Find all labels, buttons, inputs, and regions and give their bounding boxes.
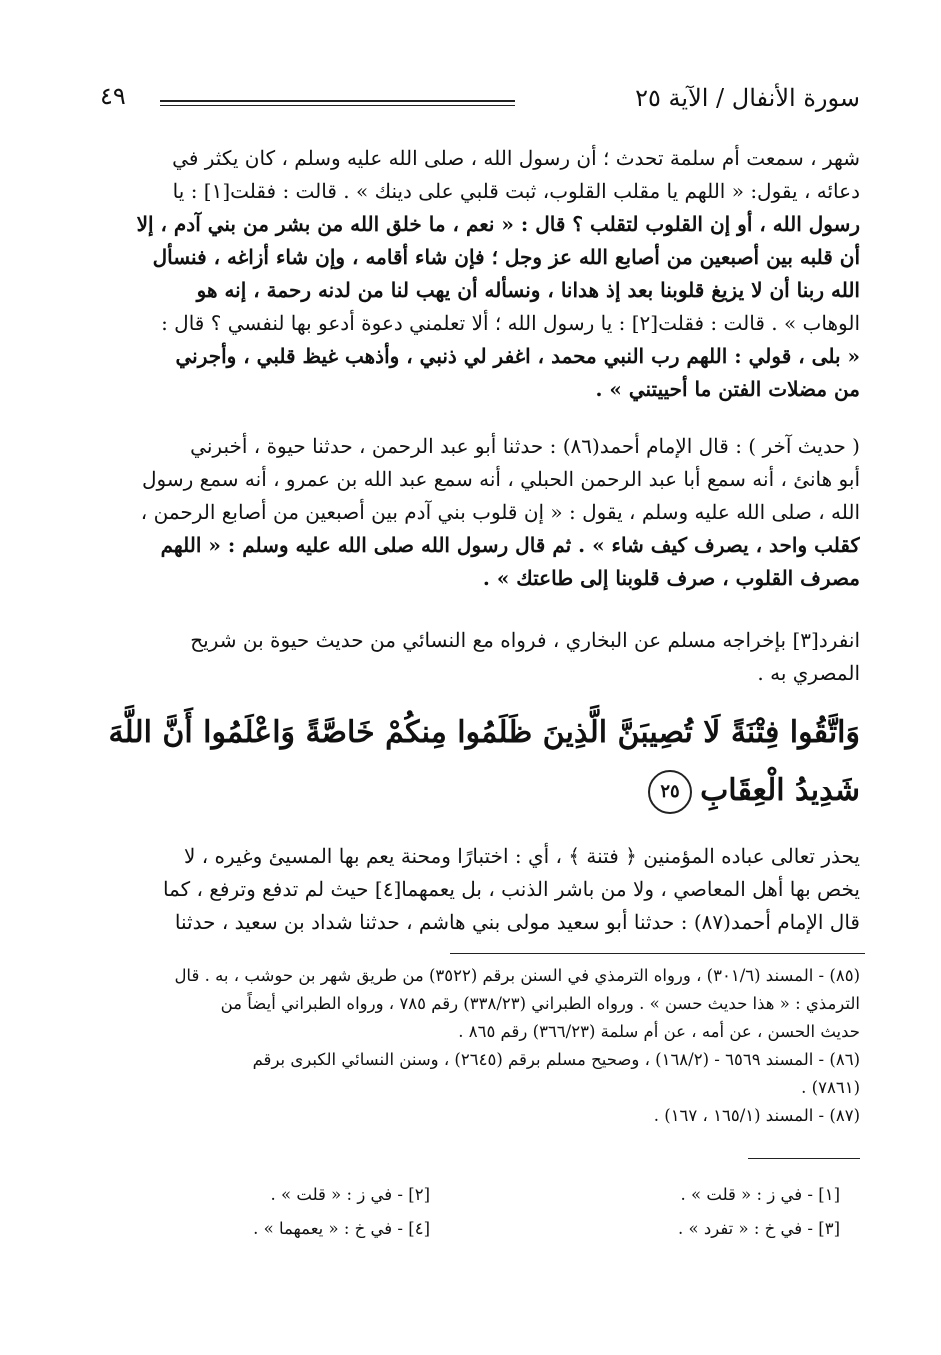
footnote-divider xyxy=(450,953,865,954)
text-line: انفرد[٣] بإخراجه مسلم عن البخاري ، فرواه مع النسائي من حديث حيوة بن شريح xyxy=(190,628,860,652)
running-title: سورة الأنفال / الآية ٢٥ xyxy=(635,84,860,112)
text-line: الوهاب » . قالت : فقلت[٢] : يا رسول الله ؛ ألا تعلمني دعوة أدعو بها لنفسي ؟ قال : xyxy=(161,311,860,335)
verse-line xyxy=(100,762,860,820)
text-line: أبو هانئ ، أنه سمع أبا عبد الرحمن الحبلي ، أنه سمع عبد الله بن عمرو ، أنه سمع رسول xyxy=(141,467,860,491)
quran-verse xyxy=(100,704,860,820)
page-header xyxy=(100,78,860,122)
verse-line: وَاتَّقُوا فِتْنَةً لَا تُصِيبَنَّ الَّذِينَ ظَلَمُوا مِنكُمْ خَاصَّةً وَاعْلَمُوا أَنَّ اللَّهَ xyxy=(108,715,860,750)
text-line: من مضلات الفتن ما أحييتني » . xyxy=(595,377,860,401)
variant-note-row xyxy=(100,1212,860,1246)
verse-number-mark: ٢٥ xyxy=(648,770,692,814)
paragraph-hadith-umm-salama xyxy=(100,142,860,406)
footnote-line: (٨٥) - المسند (٣٠١/٦) ، ورواه الترمذي في السنن برقم (٣٥٢٢) من طريق شهر بن حوشب ، به . قال xyxy=(174,966,860,985)
text-line: « بلى ، قولي : اللهم رب النبي محمد ، اغفر لي ذنبي ، وأذهب غيظ قلبي ، وأجرني xyxy=(175,344,860,368)
paragraph-narration-note xyxy=(100,624,860,690)
footnote-line: حديث الحسن ، عن أمه ، عن أم سلمة (٣٦٦/٢٣) رقم ٨٦٥ . xyxy=(458,1022,860,1041)
footnotes xyxy=(100,962,860,1130)
footnote-line: (٧٨٦١) . xyxy=(801,1078,860,1097)
text-line: شهر ، سمعت أم سلمة تحدث ؛ أن رسول الله ، صلى الله عليه وسلم ، كان يكثر في xyxy=(172,146,860,170)
variant-notes xyxy=(100,1178,860,1246)
text-line: قال الإمام أحمد(٨٧) : حدثنا أبو سعيد مولى بني هاشم ، حدثنا شداد بن سعيد ، حدثنا xyxy=(174,910,860,934)
page-number: ٤٩ xyxy=(100,82,126,110)
verse-line-text: شَدِيدُ الْعِقَابِ xyxy=(700,773,860,808)
header-rule xyxy=(160,100,515,102)
text-line: الله ربنا أن لا يزيغ قلوبنا بعد إذ هدانا ، ونسأله أن يهب لنا من لدنه رحمة ، إنه هو xyxy=(196,278,860,302)
footnote-line: (٨٦) - المسند ٦٥٦٩ - (١٦٨/٢) ، وصحيح مسلم برقم (٢٦٤٥) ، وسنن النسائي الكبرى برقم xyxy=(252,1050,860,1069)
text-line: دعائه ، يقول: « اللهم يا مقلب القلوب، ثبت قلبي على دينك » . قالت : فقلت[١] : يا xyxy=(172,179,860,203)
variant-note: [١] - في ز : « قلت » . xyxy=(680,1185,840,1204)
variant-notes-divider xyxy=(748,1158,860,1159)
variant-note: [٢] - في ز : « قلت » . xyxy=(270,1185,430,1204)
variant-note: [٣] - في خ : « تفرد » . xyxy=(678,1219,840,1238)
text-line: المصري به . xyxy=(757,661,860,685)
text-line: يحذر تعالى عباده المؤمنين ﴿ فتنة ﴾ ، أي : اختبارًا ومحنة يعم بها المسيئ وغيره ، لا xyxy=(183,844,860,868)
text-line: مصرف القلوب ، صرف قلوبنا إلى طاعتك » . xyxy=(482,566,860,590)
text-line: أن قلبه بين أصبعين من أصابع الله عز وجل ؛ فإن شاء أقامه ، وإن شاء أزاغه ، فنسأل xyxy=(152,245,860,269)
text-line: كقلب واحد ، يصرف كيف شاء » . ثم قال رسول الله صلى الله عليه وسلم : « اللهم xyxy=(160,533,860,557)
text-line: ( حديث آخر ) : قال الإمام أحمد(٨٦) : حدثنا أبو عبد الرحمن ، حدثنا حيوة ، أخبرني xyxy=(190,434,860,458)
text-line: رسول الله ، أو إن القلوب لتقلب ؟ قال : « نعم ، ما خلق الله من بشر من بني آدم ، إلا xyxy=(136,212,860,236)
text-line: الله ، صلى الله عليه وسلم ، يقول : « إن قلوب بني آدم بين أصبعين من أصابع الرحمن ، xyxy=(140,500,860,524)
paragraph-tafsir xyxy=(100,840,860,939)
paragraph-another-hadith xyxy=(100,430,860,595)
text-line: يخص بها أهل المعاصي ، ولا من باشر الذنب ، بل يعمهما[٤] حيث لم تدفع وترفع ، كما xyxy=(162,877,860,901)
variant-note: [٤] - في خ : « يعمهما » . xyxy=(253,1219,430,1238)
footnote-line: (٨٧) - المسند (١٦٥/١ ، ١٦٧) . xyxy=(653,1106,860,1125)
footnote-line: الترمذي : « هذا حديث حسن » . ورواه الطبراني (٣٣٨/٢٣) رقم ٧٨٥ ، ورواه الطبراني أيضاً من xyxy=(220,994,860,1013)
variant-note-row xyxy=(100,1178,860,1212)
